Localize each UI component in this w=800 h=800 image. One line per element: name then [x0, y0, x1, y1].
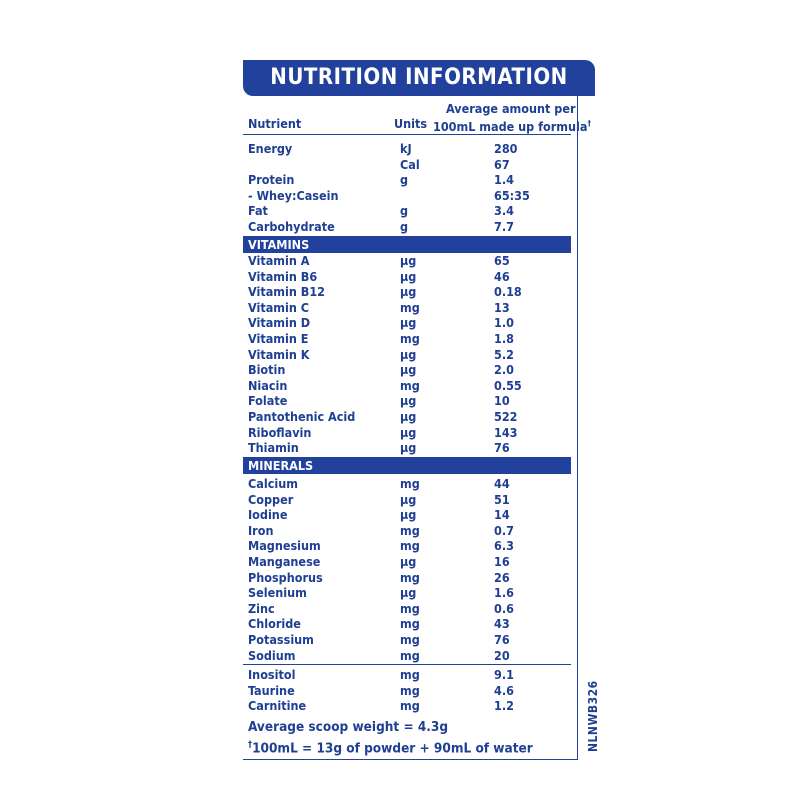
- nutrient-name: Chloride: [248, 616, 301, 632]
- nutrient-unit: mg: [400, 647, 420, 663]
- nutrient-row: [248, 172, 568, 188]
- nutrient-row: [248, 440, 568, 456]
- nutrient-value: 65:35: [494, 187, 530, 203]
- nutrient-value: 10: [494, 393, 510, 409]
- nutrient-name: Potassium: [248, 632, 314, 647]
- nutrient-name: Phosphorus: [248, 569, 323, 585]
- nutrient-unit: g: [400, 172, 409, 188]
- nutrient-unit: µg: [400, 346, 417, 362]
- nutrient-unit: mg: [400, 616, 420, 632]
- panel-title: NUTRITION INFORMATION: [243, 60, 595, 96]
- nutrient-value: 43: [494, 616, 510, 632]
- nutrient-name: Pantothenic Acid: [248, 409, 356, 424]
- nutrient-name: Manganese: [248, 554, 321, 569]
- nutrient-name: Vitamin B6: [248, 268, 318, 284]
- nutrient-unit: mg: [400, 331, 420, 346]
- nutrient-name: Riboflavin: [248, 424, 312, 440]
- nutrient-name: Copper: [248, 491, 294, 507]
- nutrient-unit: mg: [400, 299, 420, 315]
- nutrient-value: 26: [494, 569, 510, 585]
- nutrient-value: 16: [494, 554, 510, 569]
- nutrient-row: [248, 157, 568, 173]
- nutrient-value: 0.6: [494, 600, 514, 616]
- nutrient-unit: µg: [400, 393, 417, 409]
- nutrient-row: [248, 585, 568, 601]
- nutrient-value: 76: [494, 440, 510, 456]
- nutrient-unit: mg: [400, 698, 420, 714]
- nutrient-unit: mg: [400, 377, 420, 393]
- nutrient-name: Vitamin B12: [248, 284, 326, 300]
- nutrient-name: Magnesium: [248, 538, 321, 554]
- nutrient-name: - Whey:Casein: [248, 187, 339, 203]
- nutrient-value: 1.2: [494, 698, 514, 714]
- nutrient-name: Biotin: [248, 362, 286, 378]
- nutrient-row: [248, 683, 568, 699]
- product-code: NLNWB326: [586, 680, 600, 752]
- header-nutrient: Nutrient: [248, 116, 302, 131]
- nutrient-unit: µg: [400, 554, 417, 569]
- nutrient-name: Protein: [248, 172, 295, 188]
- nutrient-name: Taurine: [248, 682, 295, 698]
- nutrient-row: [248, 188, 568, 204]
- nutrient-value: 44: [494, 476, 510, 491]
- minerals-section-header: MINERALS: [243, 457, 571, 474]
- nutrient-row: [248, 632, 568, 648]
- nutrient-row: [248, 362, 568, 378]
- nutrient-name: Calcium: [248, 476, 298, 491]
- nutrient-value: 143: [494, 424, 518, 440]
- nutrient-row: [248, 492, 568, 508]
- nutrient-row: [248, 409, 568, 425]
- nutrient-unit: kJ: [400, 141, 412, 156]
- header-units: Units: [394, 116, 428, 131]
- nutrient-row: [248, 507, 568, 523]
- nutrient-name: Thiamin: [248, 440, 299, 456]
- nutrient-row: [248, 648, 568, 664]
- nutrient-row: [248, 203, 568, 219]
- nutrient-unit: µg: [400, 315, 417, 331]
- nutrient-unit: µg: [400, 424, 417, 440]
- nutrient-value: 280: [494, 141, 518, 156]
- nutrient-row: [248, 300, 568, 316]
- nutrient-row: [248, 698, 568, 714]
- nutrient-name: Inositol: [248, 667, 296, 682]
- minerals-divider: [243, 664, 571, 665]
- serving-note: †100mL = 13g of powder + 90mL of water: [248, 740, 533, 757]
- nutrient-row: [248, 393, 568, 409]
- nutrient-unit: µg: [400, 362, 417, 378]
- nutrient-name: Carbohydrate: [248, 219, 335, 234]
- nutrient-unit: µg: [400, 268, 417, 284]
- nutrient-name: Fat: [248, 203, 268, 219]
- nutrient-value: 51: [494, 491, 510, 507]
- nutrient-value: 2.0: [494, 362, 514, 378]
- nutrient-value: 5.2: [494, 346, 514, 362]
- nutrient-unit: µg: [400, 440, 417, 456]
- nutrient-value: 522: [494, 409, 518, 424]
- nutrient-name: Sodium: [248, 647, 296, 663]
- nutrient-value: 1.6: [494, 585, 514, 601]
- nutrient-row: [248, 315, 568, 331]
- nutrient-value: 20: [494, 647, 510, 663]
- nutrient-value: 4.6: [494, 682, 514, 698]
- nutrient-value: 13: [494, 299, 510, 315]
- nutrient-name: Vitamin E: [248, 331, 309, 346]
- nutrient-value: 3.4: [494, 203, 514, 219]
- header-amount-line1: Average amount per: [446, 101, 576, 116]
- nutrient-value: 1.0: [494, 315, 514, 331]
- nutrient-row: [248, 378, 568, 394]
- nutrient-row: [248, 476, 568, 492]
- nutrient-unit: mg: [400, 632, 420, 647]
- nutrient-unit: mg: [400, 476, 420, 491]
- nutrient-unit: g: [400, 219, 409, 234]
- nutrient-value: 46: [494, 268, 510, 284]
- nutrient-unit: mg: [400, 667, 420, 682]
- nutrient-value: 14: [494, 507, 510, 523]
- nutrient-name: Vitamin K: [248, 346, 310, 362]
- nutrient-unit: mg: [400, 538, 420, 554]
- nutrient-name: Niacin: [248, 377, 288, 393]
- nutrient-value: 6.3: [494, 538, 514, 554]
- nutrient-name: Carnitine: [248, 698, 307, 714]
- dagger-mark: †: [587, 119, 592, 128]
- nutrient-unit: µg: [400, 409, 417, 424]
- nutrient-unit: mg: [400, 682, 420, 698]
- nutrient-row: [248, 667, 568, 683]
- vitamins-section-header: VITAMINS: [243, 236, 571, 253]
- scoop-weight-note: Average scoop weight = 4.3g: [248, 719, 449, 735]
- nutrient-name: Folate: [248, 393, 288, 409]
- nutrient-unit: µg: [400, 507, 417, 523]
- nutrient-row: [248, 141, 568, 157]
- nutrient-row: [248, 347, 568, 363]
- nutrient-value: 9.1: [494, 667, 514, 682]
- nutrient-unit: mg: [400, 600, 420, 616]
- nutrient-name: Vitamin A: [248, 253, 310, 268]
- nutrient-row: [248, 538, 568, 554]
- nutrient-unit: mg: [400, 522, 420, 538]
- header-amount-line2: 100mL made up formula†: [433, 119, 592, 135]
- nutrient-row: [248, 601, 568, 617]
- nutrient-row: [248, 331, 568, 347]
- nutrient-row: [248, 523, 568, 539]
- nutrient-name: Vitamin C: [248, 299, 310, 315]
- nutrient-unit: µg: [400, 253, 417, 268]
- nutrient-unit: µg: [400, 284, 417, 300]
- nutrient-row: [248, 253, 568, 269]
- nutrient-row: [248, 554, 568, 570]
- nutrient-row: [248, 219, 568, 235]
- nutrient-row: [248, 570, 568, 586]
- nutrient-row: [248, 284, 568, 300]
- nutrient-row: [248, 616, 568, 632]
- nutrient-row: [248, 425, 568, 441]
- nutrient-name: Iodine: [248, 507, 288, 523]
- nutrient-name: Selenium: [248, 585, 307, 601]
- dagger-mark: †: [248, 740, 253, 750]
- nutrient-unit: µg: [400, 491, 417, 507]
- nutrient-row: [248, 269, 568, 285]
- nutrient-value: 67: [494, 156, 510, 172]
- nutrient-unit: mg: [400, 569, 420, 585]
- nutrient-value: 1.8: [494, 331, 514, 346]
- nutrient-unit: g: [400, 203, 409, 219]
- nutrient-unit: µg: [400, 585, 417, 601]
- nutrient-name: Zinc: [248, 600, 275, 616]
- nutrient-value: 76: [494, 632, 510, 647]
- nutrient-value: 7.7: [494, 219, 514, 234]
- nutrient-value: 0.18: [494, 284, 522, 300]
- nutrient-value: 0.7: [494, 522, 514, 538]
- header-rule: [243, 134, 571, 135]
- nutrient-name: Energy: [248, 141, 293, 156]
- nutrient-name: Iron: [248, 522, 274, 538]
- nutrient-value: 65: [494, 253, 510, 268]
- nutrient-value: 0.55: [494, 377, 522, 393]
- nutrient-value: 1.4: [494, 172, 514, 188]
- nutrient-name: Vitamin D: [248, 315, 311, 331]
- nutrient-unit: Cal: [400, 156, 420, 172]
